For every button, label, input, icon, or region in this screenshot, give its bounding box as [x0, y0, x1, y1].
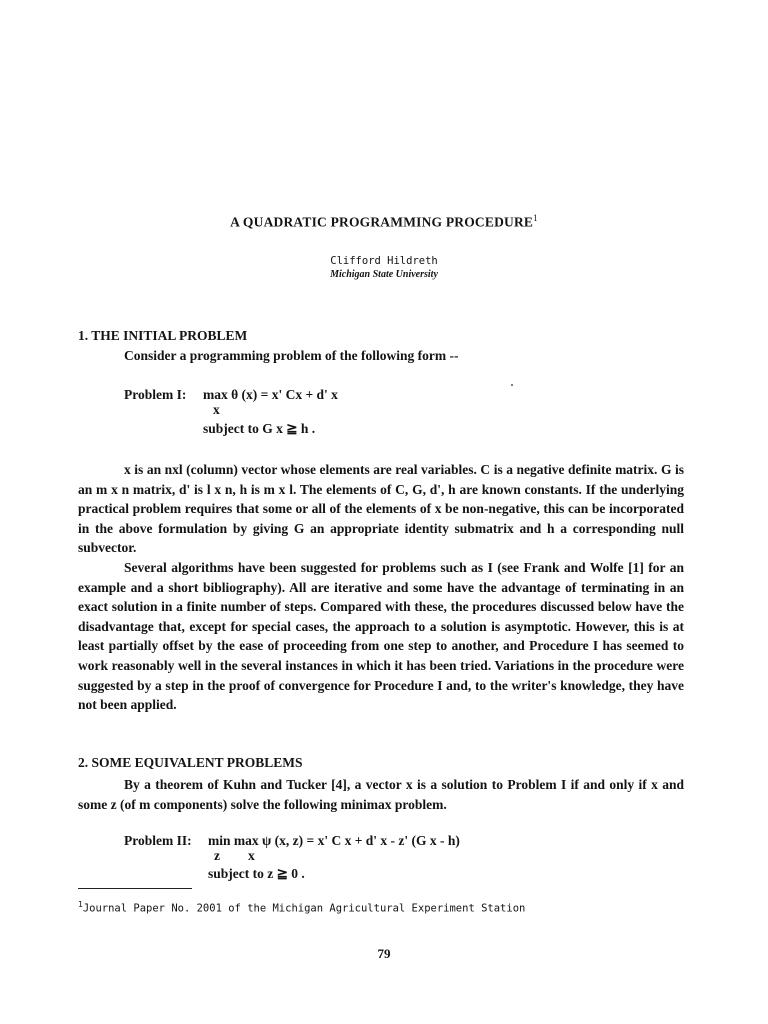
- section-2-heading: 2. SOME EQUIVALENT PROBLEMS: [78, 755, 303, 770]
- problem-1-constraint: subject to G x ≧ h .: [203, 421, 316, 436]
- page-number: 79: [377, 946, 391, 961]
- section-1-heading: 1. THE INITIAL PROBLEM: [78, 328, 248, 343]
- problem-2-label: Problem II:: [124, 833, 192, 848]
- problem-1-objective: max θ (x) = x' Cx + d' x: [203, 387, 338, 402]
- problem-1-label: Problem I:: [124, 387, 187, 402]
- footnote-rule: [78, 888, 192, 889]
- section-1-intro: Consider a programming problem of the following form --: [124, 348, 459, 363]
- problem-2-subscript-x: x: [248, 848, 255, 863]
- section-2-paragraph-1-text: By a theorem of Kuhn and Tucker [4], a vector x is a solution to Problem I if and only if x and some z (of m components) solve the following minimax problem.: [78, 777, 684, 812]
- speck: [511, 384, 513, 386]
- section-1-paragraph-2: [78, 558, 684, 715]
- title-footnote-mark: 1: [533, 213, 538, 223]
- problem-2-subscript-z: z: [214, 848, 220, 863]
- footnote-mark: 1: [78, 900, 83, 909]
- paper-title: [0, 213, 768, 231]
- problem-2-objective: min max ψ (x, z) = x' C x + d' x - z' (G x - h): [208, 833, 460, 848]
- footnote-text: Journal Paper No. 2001 of the Michigan Agricultural Experiment Station: [82, 902, 526, 915]
- section-1-paragraph-1-text: x is an nxl (column) vector whose elements are real variables. C is a negative definite matrix. G is an m x n matrix, d' is l x n, h is m x l. The elements of C, G, d', h are known constants. If the underlying practical problem requires that some or all of the elements of x be non-negative, this can be incorporated in the above formulation by giving G an appropriate identity submatrix and h a corresponding null subvector.: [78, 462, 684, 556]
- problem-1-subscript: x: [213, 402, 220, 417]
- section-2-paragraph-1: [78, 775, 684, 814]
- section-1-paragraph-1: [78, 460, 684, 558]
- footnote: [78, 900, 525, 915]
- author-name: Clifford Hildreth: [330, 255, 438, 267]
- problem-2-constraint: subject to z ≧ 0 .: [208, 866, 305, 881]
- title-text: A QUADRATIC PROGRAMMING PROCEDURE: [230, 214, 534, 230]
- author-affiliation: Michigan State University: [330, 269, 438, 280]
- section-1-paragraph-2-text: Several algorithms have been suggested for problems such as I (see Frank and Wolfe [1] for an example and a short bibliography). All are iterative and some have the advantage of terminating in an exact solution in a finite number of steps. Compared with these, the procedures discussed below have the disadvantage that, except for special cases, the approach to a solution is asymptotic. However, this is at least partially offset by the ease of proceeding from one step to another, and Procedure I has seemed to work reasonably well in the several instances in which it has been tried. Variations in the procedure were suggested by a step in the proof of convergence for Procedure I and, to the writer's knowledge, they have not been applied.: [78, 560, 684, 713]
